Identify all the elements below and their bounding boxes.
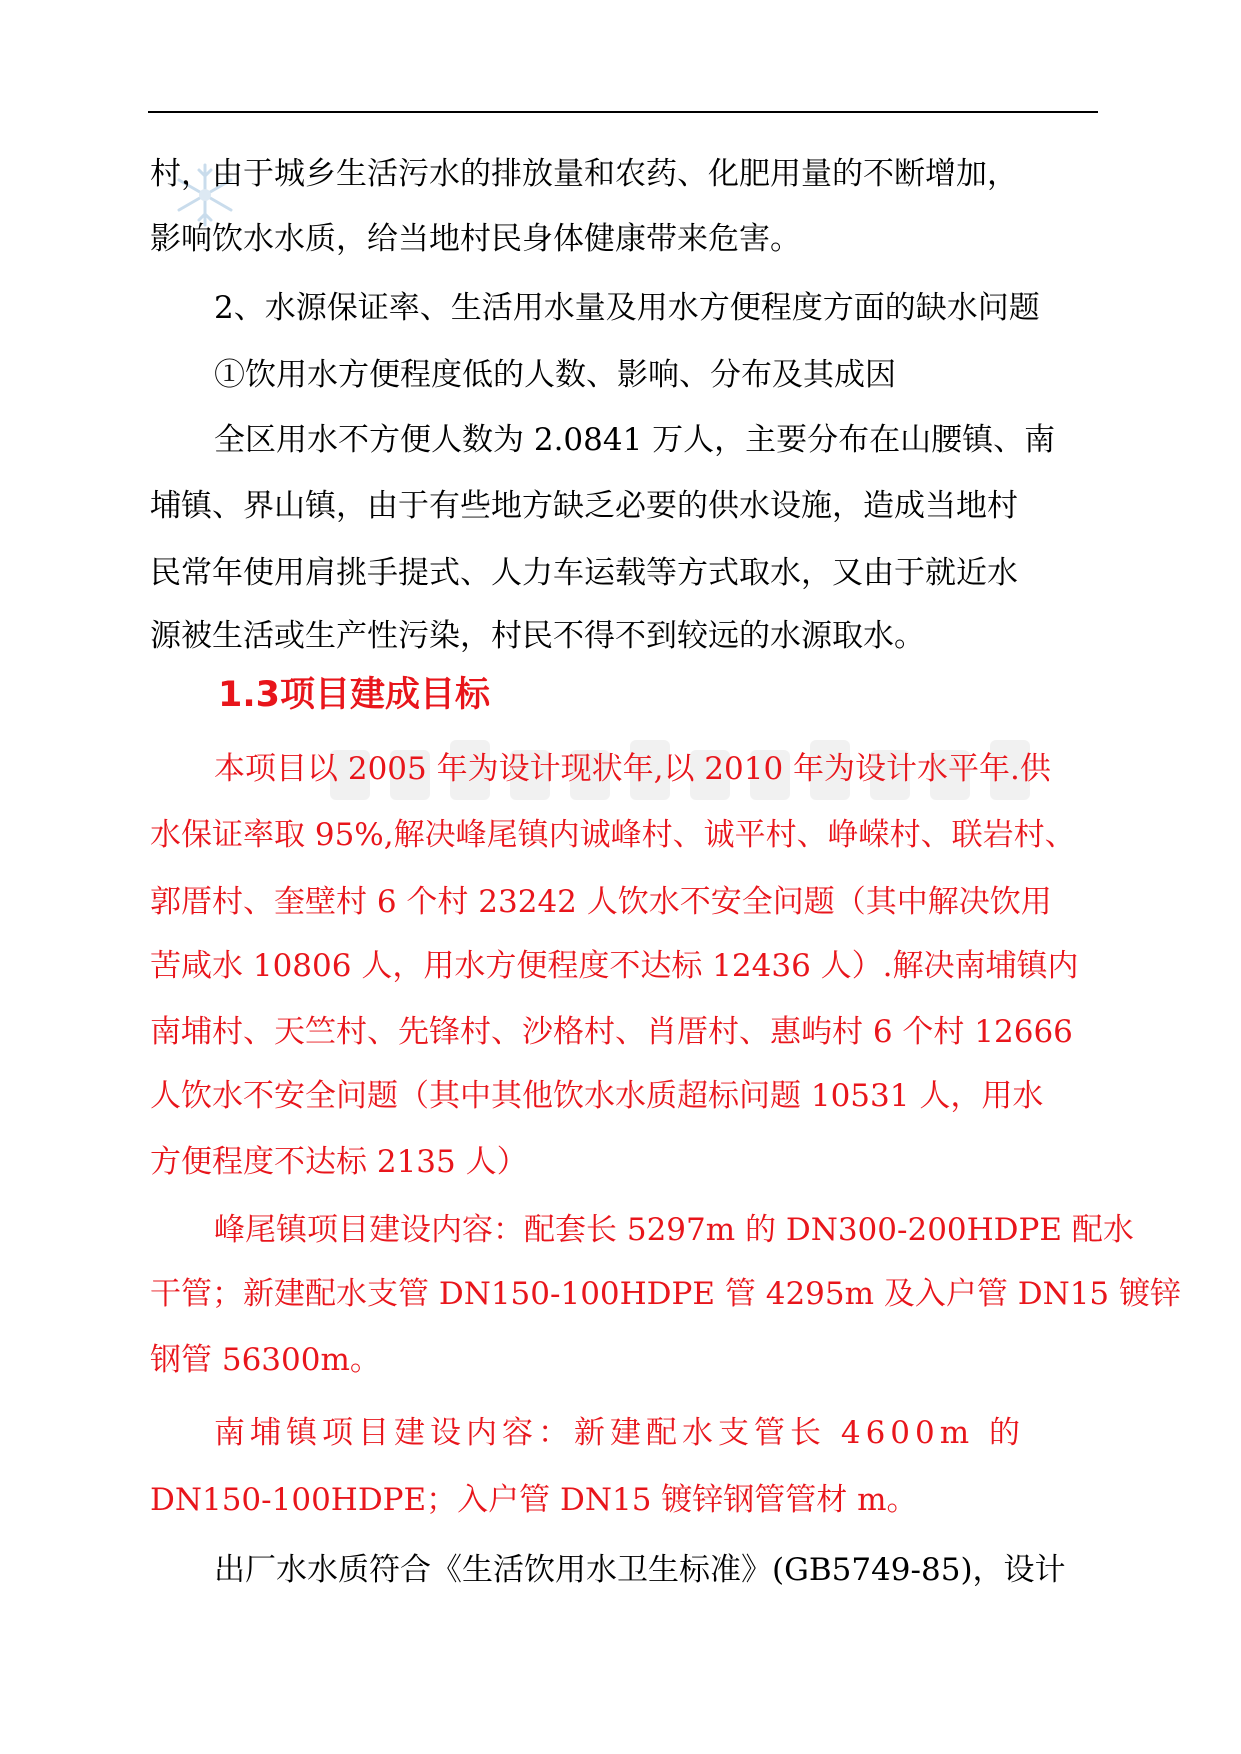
fengwei-paragraph-line: 干管；新建配水支管 DN150-100HDPE 管 4295m 及入户管 DN15 镀锌 — [150, 1276, 1182, 1312]
goal-paragraph-line: 人饮水不安全问题（其中其他饮水水质超标问题 10531 人，用水 — [150, 1078, 1044, 1114]
fengwei-paragraph-line: 峰尾镇项目建设内容：配套长 5297m 的 DN300-200HDPE 配水 — [214, 1212, 1134, 1248]
paragraph-2-line: 埔镇、界山镇，由于有些地方缺乏必要的供水设施，造成当地村 — [150, 488, 1018, 524]
fengwei-paragraph-line: 钢管 56300m。 — [150, 1342, 381, 1378]
goal-paragraph-line: 苦咸水 10806 人，用水方便程度不达标 12436 人）.解决南埔镇内 — [150, 948, 1079, 984]
goal-paragraph-line: 方便程度不达标 2135 人） — [150, 1144, 528, 1180]
goal-paragraph-line: 郭厝村、奎壁村 6 个村 23242 人饮水不安全问题（其中解决饮用 — [150, 884, 1052, 920]
header-rule — [148, 111, 1098, 113]
nanpu-paragraph-line: DN150-100HDPE；入户管 DN15 镀锌钢管管材 m。 — [150, 1482, 918, 1518]
paragraph-1-line: 影响饮水水质，给当地村民身体健康带来危害。 — [150, 221, 801, 257]
paragraph-2-line: 全区用水不方便人数为 2.0841 万人，主要分布在山腰镇、南 — [214, 422, 1056, 458]
paragraph-2-line: 民常年使用肩挑手提式、人力车运载等方式取水，又由于就近水 — [150, 555, 1018, 591]
goal-paragraph-line: 水保证率取 95%,解决峰尾镇内诚峰村、诚平村、峥嵘村、联岩村、 — [150, 817, 1076, 853]
goal-paragraph-line: 本项目以 2005 年为设计现状年,以 2010 年为设计水平年.供 — [214, 751, 1051, 787]
paragraph-1-line: 村，由于城乡生活污水的排放量和农药、化肥用量的不断增加， — [150, 156, 1018, 192]
paragraph-2-line: 源被生活或生产性污染，村民不得不到较远的水源取水。 — [150, 618, 925, 654]
item-2-sub-title: ①饮用水方便程度低的人数、影响、分布及其成因 — [214, 357, 896, 393]
nanpu-paragraph-line: 南埔镇项目建设内容：新建配水支管长 4600m 的 — [214, 1415, 1025, 1451]
last-paragraph-line: 出厂水水质符合《生活饮用水卫生标准》(GB5749-85)，设计 — [214, 1552, 1066, 1588]
section-heading: 1.3项目建成目标 — [218, 675, 491, 715]
item-2-title: 2、水源保证率、生活用水量及用水方便程度方面的缺水问题 — [214, 290, 1040, 326]
goal-paragraph-line: 南埔村、天竺村、先锋村、沙格村、肖厝村、惠屿村 6 个村 12666 — [150, 1014, 1073, 1050]
